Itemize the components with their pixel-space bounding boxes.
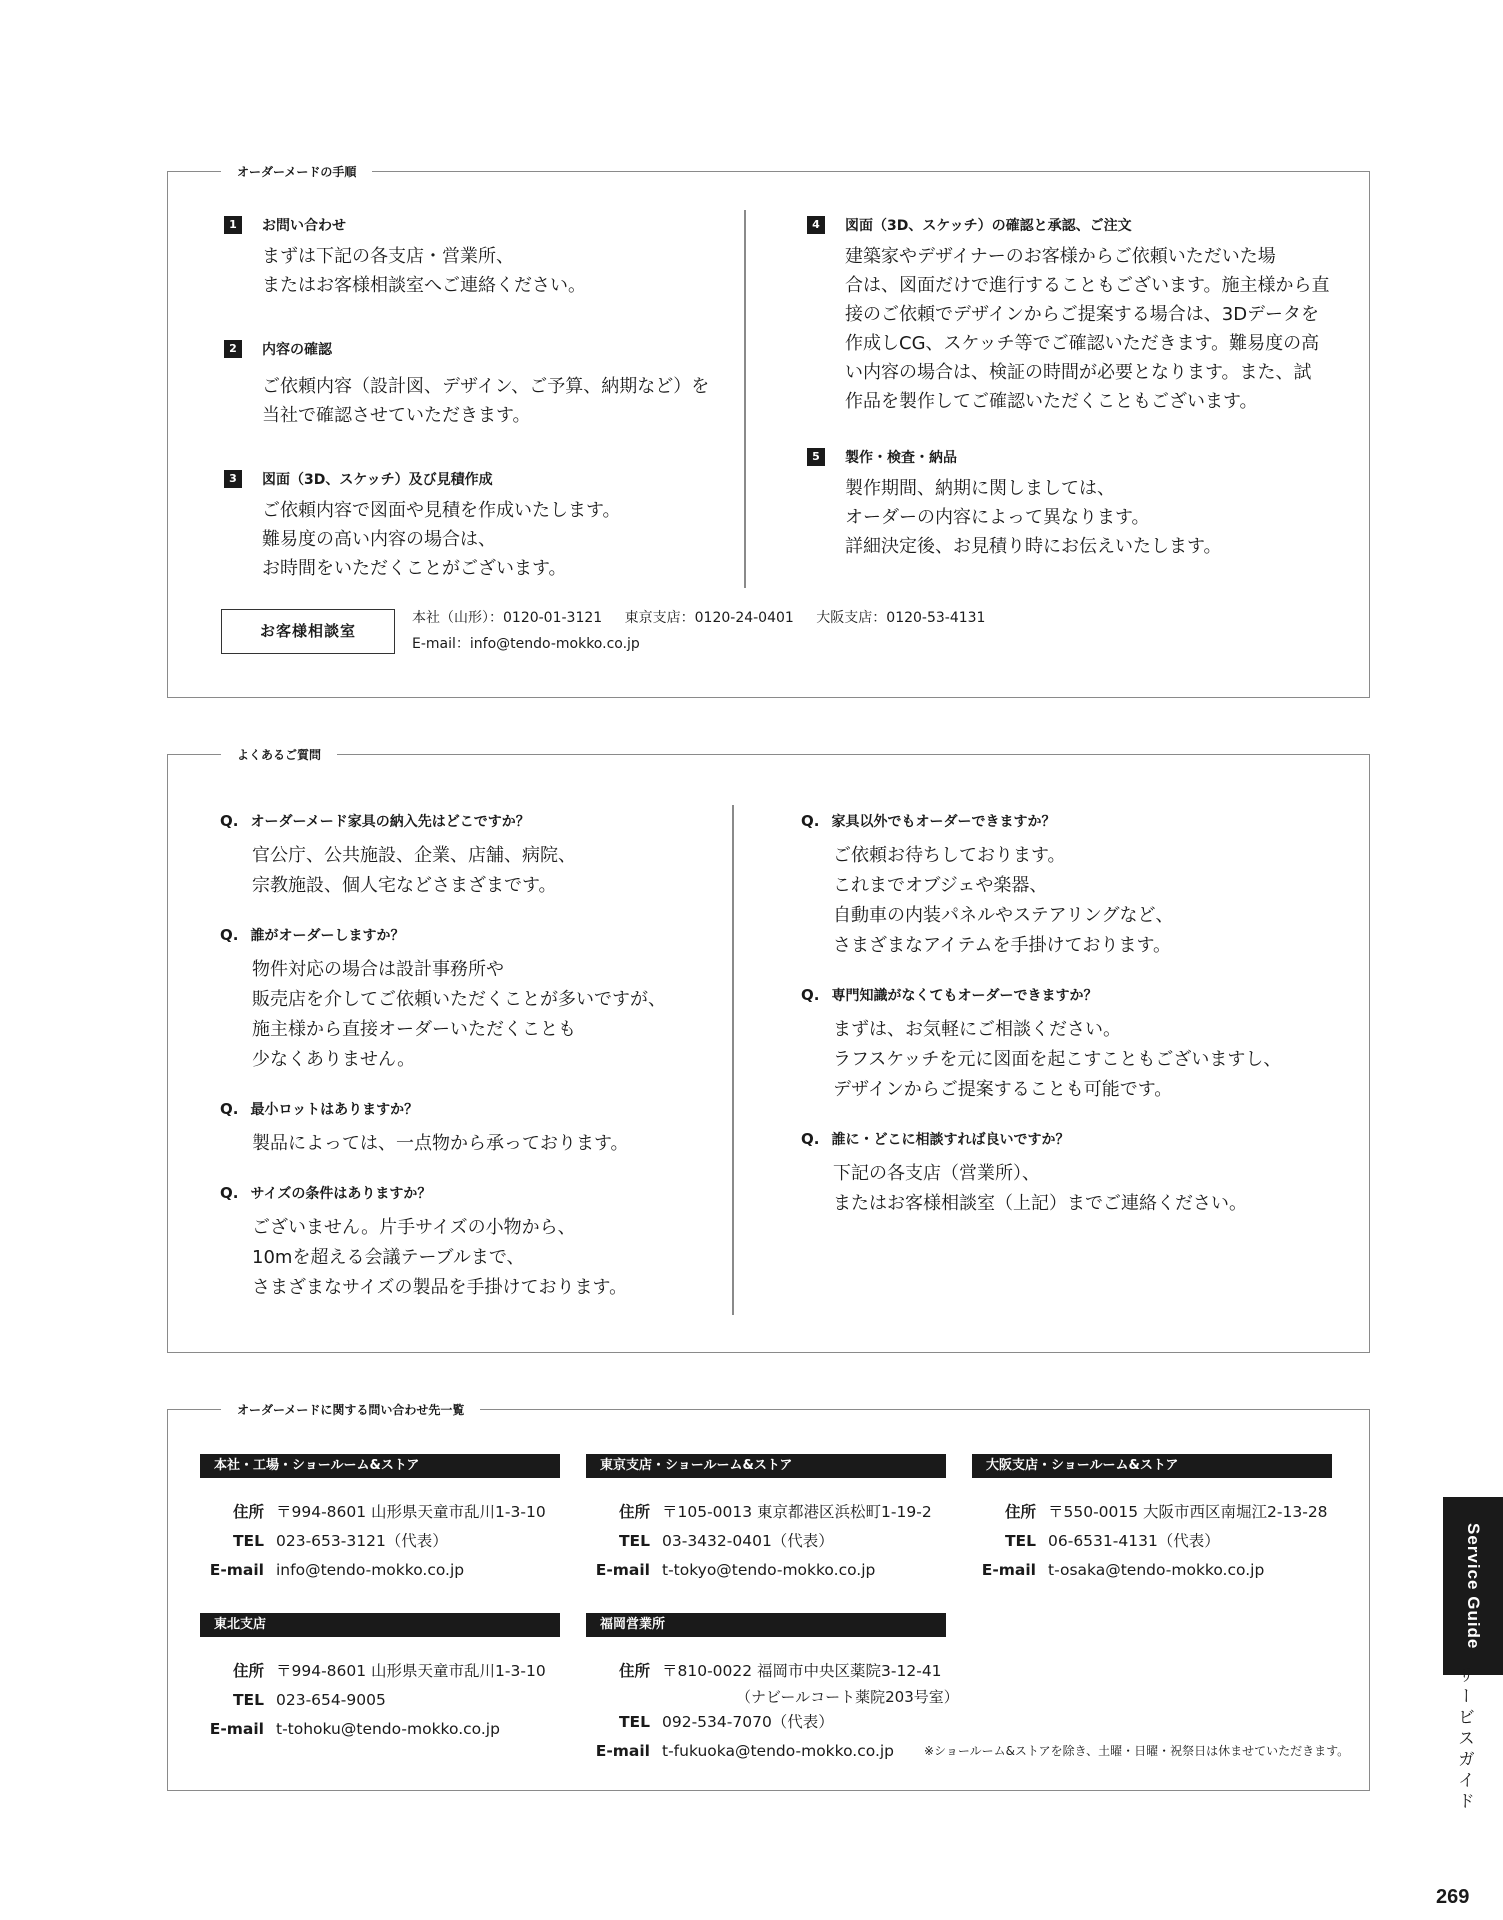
office-osaka [972,1454,1332,1585]
holiday-footnote: ※ショールーム&ストアを除き、土曜・日曜・祝祭日は休ませていただきます。 [924,1744,1350,1758]
q-mark: Q. [801,1130,820,1148]
step-number-badge: 5 [807,448,825,466]
service-guide-tab[interactable] [1443,1497,1503,1675]
faq-divider [732,805,734,1315]
office-address: 〒994-8601 山形県天童市乱川1-3-10 [276,1662,546,1680]
q-mark: Q. [220,812,239,830]
consult-phone-osaka: 大阪支店：0120-53-4131 [816,610,986,626]
office-email-link[interactable]: info@tendo-mokko.co.jp [276,1561,465,1579]
faq-item [801,983,1346,1105]
faq-answer-line: 施主様から直接オーダーいただくことも [252,1019,576,1040]
email-label: E-mail [595,1742,650,1760]
q-mark: Q. [220,1100,239,1118]
procedure-step-4 [807,214,1347,416]
step-title: 製作・検査・納品 [845,450,957,466]
office-tokyo [586,1454,946,1585]
consultation-info [412,605,1003,657]
office-tohoku [200,1613,560,1744]
step-text-line: 接のご依頼でデザインからご提案する場合は、3Dデータを [845,304,1320,325]
procedure-right-column [807,214,1347,589]
office-address: 〒105-0013 東京都港区浜松町1-19-2 [662,1503,932,1521]
step-text-line: オーダーの内容によって異なります。 [845,507,1150,528]
step-title: お問い合わせ [262,218,346,234]
customer-consultation-button[interactable]: お客様相談室 [221,609,395,654]
faq-title: よくあるご質問 [221,745,337,765]
faq-answer-line: さまざまなアイテムを手掛けております。 [833,935,1172,956]
office-tel[interactable]: 06-6531-4131（代表） [1048,1532,1220,1550]
faq-item [220,1097,740,1159]
faq-answer-line: 少なくありません。 [252,1049,416,1070]
step-text-line: 当社で確認させていただきます。 [262,405,531,426]
office-email-link[interactable]: t-fukuoka@tendo-mokko.co.jp [662,1742,895,1760]
office-name: 東京支店・ショールーム&ストア [586,1454,946,1478]
office-email-link[interactable]: t-tohoku@tendo-mokko.co.jp [276,1720,500,1738]
office-tel[interactable]: 023-653-3121（代表） [276,1532,448,1550]
step-title: 内容の確認 [262,342,332,358]
faq-item [220,1181,740,1303]
step-text-line: ご依頼内容で図面や見積を作成いたします。 [262,500,621,521]
faq-answer-line: 自動車の内装パネルやステアリングなど、 [833,905,1174,926]
faq-right-column [801,809,1346,1241]
tel-label: TEL [1004,1532,1036,1550]
procedure-title: オーダーメードの手順 [221,162,372,182]
page-number: 269 [1436,1886,1470,1908]
q-mark: Q. [801,812,820,830]
office-email-link[interactable]: t-osaka@tendo-mokko.co.jp [1048,1561,1265,1579]
email-label: E-mail [209,1720,264,1738]
faq-item [801,1127,1346,1219]
faq-section [167,748,1370,1353]
service-guide-jp-label: サービスガイド [1454,1666,1474,1813]
address-label: 住所 [618,1503,650,1521]
step-text-line: 建築家やデザイナーのお客様からご依頼いただいた場 [845,246,1276,267]
faq-item [801,809,1346,961]
faq-answer-line: 物件対応の場合は設計事務所や [252,959,504,980]
consult-phone-tokyo: 東京支店：0120-24-0401 [624,610,794,626]
procedure-divider [744,210,746,588]
procedure-step-1 [224,214,724,300]
office-name: 本社・工場・ショールーム&ストア [200,1454,560,1478]
faq-left-column [220,809,740,1325]
step-text-line: い内容の場合は、検証の時間が必要となります。また、試 [845,362,1312,383]
step-text-line: 製作期間、納期に関しましては、 [845,478,1115,499]
procedure-step-5 [807,446,1347,561]
procedure-step-3 [224,468,724,583]
tel-label: TEL [618,1532,650,1550]
office-address-building: （ナビールコート薬院203号室） [736,1688,959,1706]
office-address: 〒810-0022 福岡市中央区薬院3-12-41 [662,1662,942,1680]
faq-question: 専門知識がなくてもオーダーできますか？ [831,988,1098,1004]
service-guide-tab-label: Service Guide [1464,1522,1483,1650]
step-text-line: 詳細決定後、お見積り時にお伝えいたします。 [845,536,1222,557]
faq-answer-line: ご依頼お待ちしております。 [833,845,1066,866]
faq-answer-line: ラフスケッチを元に図面を起こすこともございますし、 [833,1049,1282,1070]
contacts-title: オーダーメードに関する問い合わせ先一覧 [221,1400,480,1420]
faq-answer-line: さまざまなサイズの製品を手掛けております。 [252,1277,628,1298]
q-mark: Q. [220,926,239,944]
q-mark: Q. [801,986,820,1004]
faq-answer-line: 10mを超える会議テーブルまで、 [252,1247,525,1268]
step-text-line: お時間をいただくことがございます。 [262,558,567,579]
faq-answer-line: ございません。片手サイズの小物から、 [252,1217,576,1238]
q-mark: Q. [220,1184,239,1202]
email-label: E-mail [209,1561,264,1579]
step-text-line: まずは下記の各支店・営業所、 [262,246,514,267]
procedure-left-column [224,214,724,611]
office-tel[interactable]: 092-534-7070（代表） [662,1713,834,1731]
office-fukuoka [586,1613,959,1766]
tel-label: TEL [232,1532,264,1550]
consult-phone-headquarters: 本社（山形）：0120-01-3121 [412,610,603,626]
faq-answer-line: 官公庁、公共施設、企業、店舗、病院、 [252,845,576,866]
step-text-line: 難易度の高い内容の場合は、 [262,529,496,550]
office-name: 東北支店 [200,1613,560,1637]
faq-answer-line: まずは、お気軽にご相談ください。 [833,1019,1121,1040]
step-text-line: 合は、図面だけで進行することもございます。施主様から直 [845,275,1330,296]
address-label: 住所 [1004,1503,1036,1521]
faq-answer-line: これまでオブジェや楽器、 [833,875,1048,896]
faq-item [220,923,740,1075]
faq-answer-line: デザインからご提案することも可能です。 [833,1079,1173,1100]
address-label: 住所 [232,1662,264,1680]
tel-label: TEL [618,1713,650,1731]
step-text-line: またはお客様相談室へご連絡ください。 [262,275,586,296]
step-title: 図面（3D、スケッチ）の確認と承認、ご注文 [845,218,1132,234]
faq-item [220,809,740,901]
faq-question: 家具以外でもオーダーできますか？ [831,814,1056,830]
faq-question: オーダーメード家具の納入先はどこですか？ [250,814,530,830]
address-label: 住所 [618,1662,650,1680]
step-number-badge: 1 [224,216,242,234]
procedure-section [167,165,1370,698]
office-address: 〒994-8601 山形県天童市乱川1-3-10 [276,1503,546,1521]
faq-answer-line: またはお客様相談室（上記）までご連絡ください。 [833,1193,1247,1214]
step-number-badge: 2 [224,340,242,358]
email-label: E-mail [595,1561,650,1579]
office-address: 〒550-0015 大阪市西区南堀江2-13-28 [1048,1503,1328,1521]
procedure-step-2 [224,338,724,430]
faq-question: 誰がオーダーしますか？ [250,928,405,944]
faq-answer-line: 下記の各支店（営業所）、 [833,1163,1040,1184]
step-number-badge: 4 [807,216,825,234]
faq-question: 最小ロットはありますか？ [250,1102,419,1118]
address-label: 住所 [232,1503,264,1521]
office-name: 大阪支店・ショールーム&ストア [972,1454,1332,1478]
faq-answer-line: 宗教施設、個人宅などさまざまです。 [252,875,557,896]
step-title: 図面（3D、スケッチ）及び見積作成 [262,472,493,488]
email-label: E-mail [981,1561,1036,1579]
faq-answer-line: 販売店を介してご依頼いただくことが多いですが、 [252,989,666,1010]
contacts-section [167,1403,1370,1791]
tel-label: TEL [232,1691,264,1709]
step-number-badge: 3 [224,470,242,488]
faq-question: サイズの条件はありますか？ [250,1186,432,1202]
office-tel[interactable]: 03-3432-0401（代表） [662,1532,834,1550]
office-tel[interactable]: 023-654-9005 [276,1691,386,1709]
faq-answer-line: 製品によっては、一点物から承っております。 [252,1133,629,1154]
step-text-line: 作成しCG、スケッチ等でご確認いただきます。難易度の高 [845,333,1320,354]
consult-email: E-mail：info@tendo-mokko.co.jp [412,636,640,652]
office-name: 福岡営業所 [586,1613,946,1637]
office-email-link[interactable]: t-tokyo@tendo-mokko.co.jp [662,1561,876,1579]
faq-question: 誰に・どこに相談すれば良いですか？ [831,1132,1070,1148]
step-text-line: 作品を製作してご確認いただくこともございます。 [845,391,1258,412]
step-text-line: ご依頼内容（設計図、デザイン、ご予算、納期など）を [262,376,710,397]
office-headquarters [200,1454,560,1585]
